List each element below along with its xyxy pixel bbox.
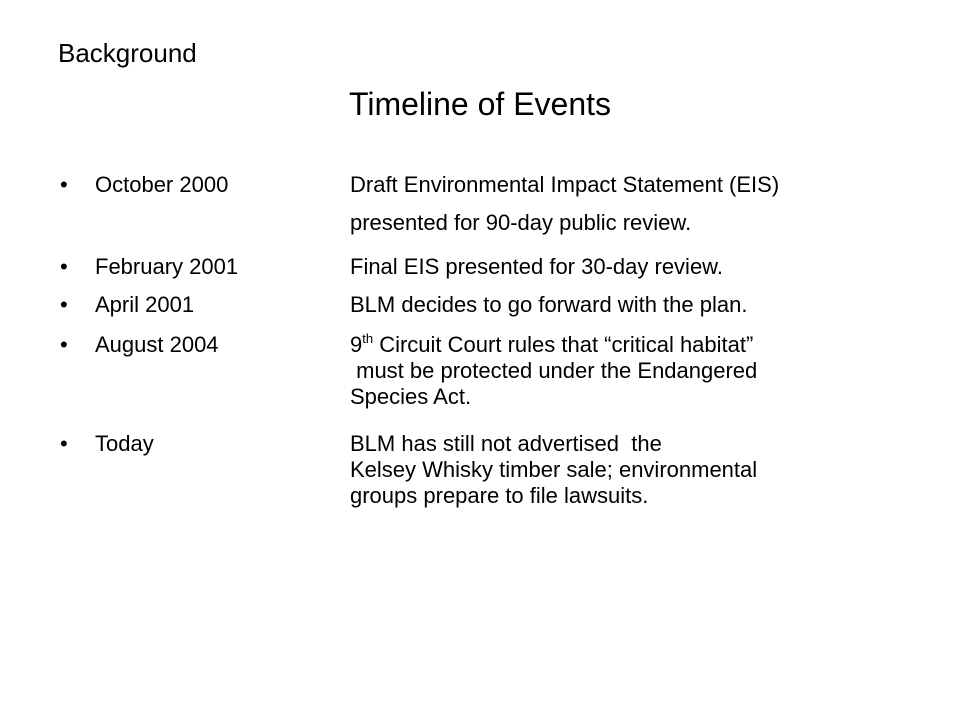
description-text: must be protected under the Endangered xyxy=(350,358,758,383)
timeline-entry-oct-2000 xyxy=(60,172,920,252)
description-line: presented for 90-day public review. xyxy=(350,210,692,235)
slide-title: Timeline of Events xyxy=(348,86,612,122)
event-date: Today xyxy=(95,431,154,456)
timeline-entry-today xyxy=(60,431,920,509)
event-description xyxy=(350,292,920,318)
description-line: Draft Environmental Impact Statement (EIS) xyxy=(350,172,780,197)
description-line: Final EIS presented for 30-day review. xyxy=(350,254,723,279)
description-line: groups prepare to file lawsuits. xyxy=(350,483,649,508)
event-date: October 2000 xyxy=(95,172,229,197)
event-description xyxy=(350,254,920,280)
event-description xyxy=(350,332,920,410)
description-line xyxy=(350,332,920,358)
description-line: Species Act. xyxy=(350,384,472,409)
bullet-icon: • xyxy=(60,332,68,357)
description-line xyxy=(350,358,920,384)
event-date: April 2001 xyxy=(95,292,195,317)
description-line: Kelsey Whisky timber sale; environmental xyxy=(350,457,758,482)
ordinal-number: 9 xyxy=(350,332,363,357)
description-line: BLM decides to go forward with the plan. xyxy=(350,292,748,317)
bullet-icon: • xyxy=(60,172,68,197)
bullet-icon: • xyxy=(60,292,68,317)
timeline-list xyxy=(60,172,920,509)
event-description xyxy=(350,431,920,509)
bullet-icon: • xyxy=(60,431,68,456)
event-date: February 2001 xyxy=(95,254,239,279)
timeline-entry-aug-2004 xyxy=(60,332,920,431)
timeline-entry-feb-2001 xyxy=(60,254,920,292)
event-description xyxy=(350,172,920,236)
bullet-icon: • xyxy=(60,254,68,279)
description-text: Circuit Court rules that “critical habitat” xyxy=(373,332,754,357)
ordinal-suffix: th xyxy=(362,331,374,346)
timeline-entry-apr-2001 xyxy=(60,292,920,332)
description-line: BLM has still not advertised the xyxy=(350,431,662,456)
event-date: August 2004 xyxy=(95,332,219,357)
section-label: Background xyxy=(58,38,197,68)
